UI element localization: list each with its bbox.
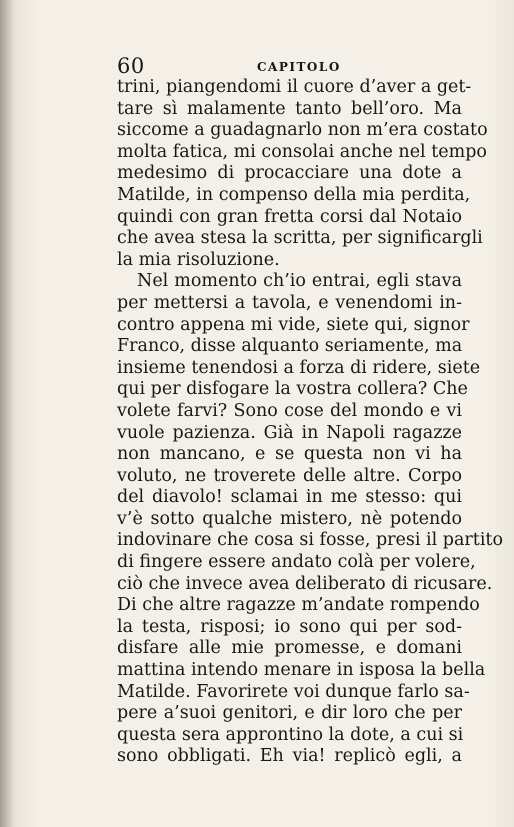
body-text xyxy=(117,77,503,768)
text-line: Di che altre ragazze m’andate rompendo xyxy=(117,595,480,616)
text-line: Franco, disse alquanto seriamente, ma xyxy=(117,336,463,357)
text-line: questa sera approntino la dote, a cui si xyxy=(117,724,464,745)
text-line: Matilde. Favorirete voi dunque farlo sa- xyxy=(117,681,470,702)
spine-shadow xyxy=(0,0,14,827)
text-line: pere a’suoi genitori, e dir loro che per xyxy=(117,703,462,724)
text-line: mattina intendo menare in isposa la bella xyxy=(117,660,486,681)
text-line: per mettersi a tavola, e venendomi in- xyxy=(117,292,462,313)
text-line: contro appena mi vide, siete qui, signor xyxy=(117,314,470,335)
text-line: tare sì malamente tanto bell’oro. Ma xyxy=(117,98,462,119)
text-line: non mancano, e se questa non vi ha xyxy=(117,444,462,465)
text-line: quindi con gran fretta corsi dal Notaio xyxy=(117,206,462,227)
text-line: disfare alle mie promesse, e domani xyxy=(117,638,462,659)
text-line: Nel momento ch’io entrai, egli stava xyxy=(137,271,462,292)
text-line: siccome a guadagnarlo non m’era costato xyxy=(117,120,488,141)
text-line: v’è sotto qualche mistero, nè potendo xyxy=(117,508,462,529)
text-line: ciò che invece avea deliberato di ricusare. xyxy=(117,573,493,594)
text-line: che avea stesa la scritta, per significargli xyxy=(117,228,483,249)
text-line: trini, piangendomi il cuore d’aver a get- xyxy=(117,77,472,97)
text-line: molta fatica, mi consolai anche nel tempo xyxy=(117,141,487,162)
text-line: la mia risoluzione. xyxy=(117,249,280,270)
text-line: vuole pazienza. Già in Napoli ragazze xyxy=(117,422,462,443)
text-line: Matilde, in compenso della mia perdita, xyxy=(117,184,471,205)
text-line: qui per disfogare la vostra collera? Che xyxy=(117,379,468,400)
text-line: sono obbligati. Eh via! replicò egli, a xyxy=(117,746,462,767)
text-line: indovinare che cosa si fosse, presi il partito xyxy=(117,530,503,551)
text-line: del diavolo! sclamai in me stesso: qui xyxy=(117,487,462,508)
text-line: medesimo di procacciare una dote a xyxy=(117,163,462,184)
text-line: la testa, risposi; io sono qui per sod- xyxy=(117,616,462,637)
text-line: di fingere essere andato colà per volere, xyxy=(117,552,476,573)
text-line: volete farvi? Sono cose del mondo e vi xyxy=(117,400,462,421)
text-line: insieme tenendosi a forza di ridere, siete xyxy=(117,357,481,378)
text-line: voluto, ne troverete delle altre. Corpo xyxy=(117,465,462,486)
running-title: CAPITOLO xyxy=(257,60,341,74)
page-header xyxy=(117,54,462,78)
page-number: 60 xyxy=(117,54,145,78)
